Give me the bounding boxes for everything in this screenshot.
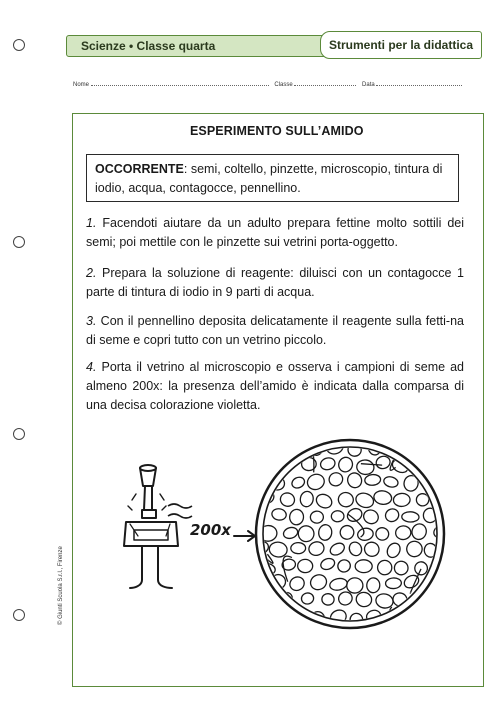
step-2 xyxy=(86,264,464,302)
starch-cell xyxy=(254,442,267,454)
class-field[interactable] xyxy=(294,80,356,86)
magnified-sample-view xyxy=(252,436,448,632)
header-bar xyxy=(66,35,482,57)
cell-wall-line xyxy=(295,621,306,632)
series-label: Strumenti per la didattica xyxy=(320,31,482,59)
step-text: Porta il vetrino al microscopio e osserva i campioni di seme ad almeno 200x: la presenza dell’amido è indicata dalla comparsa di una decisa colorazione violetta. xyxy=(86,360,464,412)
step-number: 3. xyxy=(86,314,97,328)
step-number: 2. xyxy=(86,266,97,280)
starch-cell xyxy=(252,608,269,628)
starch-cell xyxy=(433,458,448,472)
cell-wall-line xyxy=(440,437,448,466)
materials-label: OCCORRENTE xyxy=(95,162,184,176)
starch-cell xyxy=(270,439,288,454)
binder-hole xyxy=(13,428,25,440)
copyright-notice: © Giunti Scuola S.r.l., Firenze xyxy=(58,546,64,625)
starch-cell xyxy=(267,607,286,627)
step-3 xyxy=(86,312,464,350)
step-text: Facendoti aiutare da un adulto prepara fettine molto sottili dei semi; poi mettile con le pinzette sui vetrini porta-oggetto. xyxy=(86,216,464,249)
step-text: Con il pennellino deposita delicatamente il reagente sulla fetti-na di seme e copri tutto con un vetrino piccolo. xyxy=(86,314,464,347)
date-field[interactable] xyxy=(376,80,462,86)
binder-hole xyxy=(13,609,25,621)
name-field[interactable] xyxy=(91,80,269,86)
binder-hole xyxy=(13,236,25,248)
name-label: Nome xyxy=(73,82,90,88)
cell-wall-line xyxy=(274,441,281,471)
starch-cell xyxy=(257,594,276,611)
starch-cell xyxy=(431,593,447,610)
step-text: Prepara la soluzione di reagente: diluisci con un contagocce 1 parte di tintura di iodio in 9 parti di acqua. xyxy=(86,266,464,299)
student-info-line xyxy=(73,80,481,88)
subject-label: Scienze • Classe quarta xyxy=(81,39,216,53)
step-number: 4. xyxy=(86,360,97,374)
materials-text: : semi, coltello, pinzette, microscopio, tintura di iodio, acqua, contagocce, pennellino. xyxy=(95,162,443,195)
worksheet-title: ESPERIMENTO SULL’AMIDO xyxy=(190,124,364,138)
binder-hole xyxy=(13,39,25,51)
starch-cell xyxy=(252,578,267,590)
date-label: Data xyxy=(362,82,375,88)
starch-cell xyxy=(263,459,276,471)
starch-cell xyxy=(404,438,420,456)
step-4 xyxy=(86,358,464,415)
step-number: 1. xyxy=(86,216,97,230)
step-1 xyxy=(86,214,464,252)
magnification-label: 200x xyxy=(190,521,231,539)
cell-wall-line xyxy=(252,461,266,478)
starch-cell xyxy=(425,440,440,455)
class-label: Classe xyxy=(274,82,293,88)
materials-box xyxy=(86,154,459,202)
starch-cell xyxy=(422,610,438,622)
